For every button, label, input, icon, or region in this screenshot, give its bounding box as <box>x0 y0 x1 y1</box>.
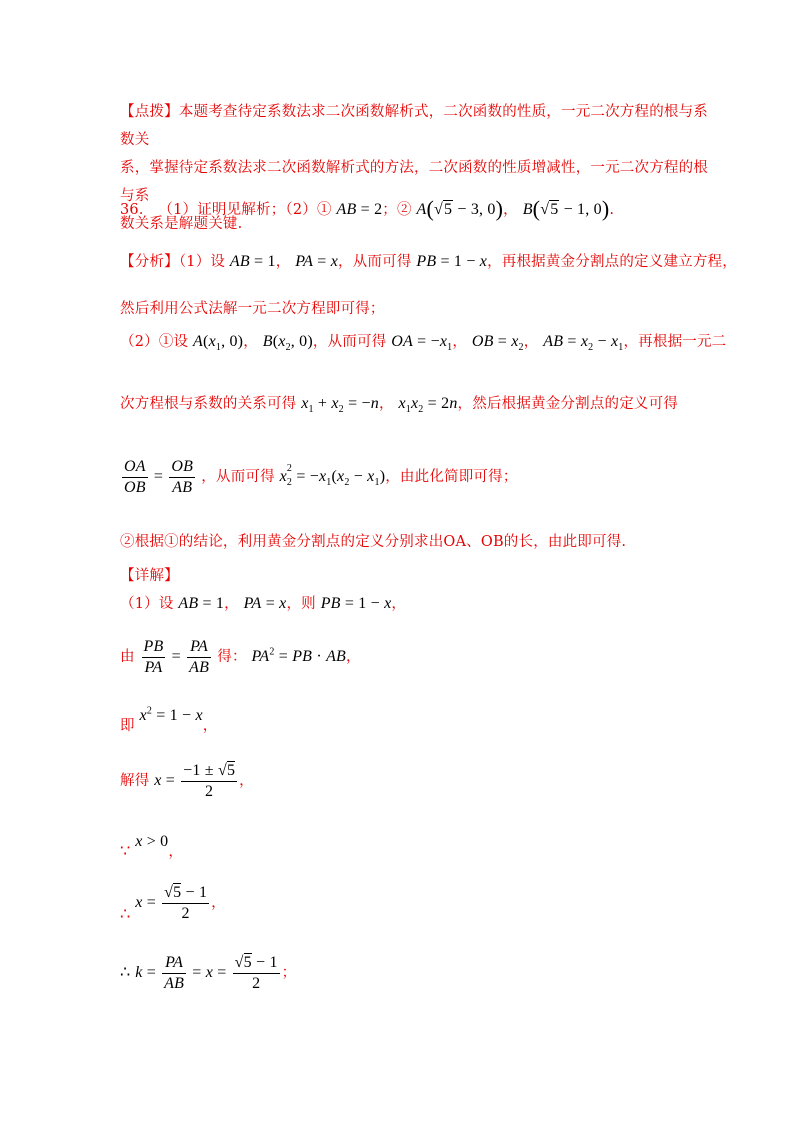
math-quadratic: $x^2 = 1 - x$ <box>139 705 203 724</box>
math-product: $x_1x_2 = 2n$ <box>398 395 458 416</box>
math-pa-x-b: PA = x <box>243 595 287 612</box>
math-point-b: B(√5 − 1, 0) <box>522 196 610 221</box>
detail-step-4: 解得 x = $\frac{-1 \pm √5}{2}$ ， <box>120 762 254 800</box>
math-ab-1: AB = 1 <box>229 253 276 270</box>
detail-step-7: ∴ k = $\frac{PA}{AB}$ = x = $\frac{√5 - 1}{2}$ ； <box>120 954 297 992</box>
analysis-p2: （2）①设 $A(x_1$, 0)， $B(x_2$, 0)，从而可得 OA = $-x_1$， OB = $x_2$， AB = $x_2 - x_1$，再根据一元二 <box>120 333 727 354</box>
note-line-2: 系，掌握待定系数法求二次函数解析式的方法，二次函数的性质增减性，一元二次方程的根与系 <box>120 160 708 204</box>
math-x-value: x = $\frac{√5 - 1}{2}$ <box>135 884 208 922</box>
math-oa: OA = $-x_1$ <box>391 333 453 354</box>
math-ab-equals-2: AB = 2 <box>336 201 383 218</box>
math-a-x1: $A(x_1$, 0) <box>193 333 244 354</box>
note-line-3: 数关系是解题关键. <box>120 216 243 232</box>
math-golden-ratio: $\frac{PB}{PA}$ = $\frac{PA}{AB}$ <box>143 638 210 676</box>
math-ratio: $\frac{OA}{OB}$ = $\frac{OB}{AB}$ <box>124 458 194 496</box>
math-pa-x: PA = x <box>295 253 339 270</box>
analysis-p2-line2: 次方程根与系数的关系可得 $x_1 + x_2 = -n$， $x_1x_2 = 2n$，然后根据黄金分割点的定义可得 <box>120 395 679 416</box>
question-number: 36． <box>120 202 154 218</box>
math-sum: $x_1 + x_2 = -n$ <box>301 395 379 416</box>
math-pb-b: PB = 1 − x <box>320 595 392 612</box>
math-point-a: A(√5 − 3, 0) <box>416 196 504 221</box>
math-solution: x = $\frac{-1 \pm √5}{2}$ <box>154 762 236 800</box>
detail-step-5: ∵ x > 0， <box>120 833 184 860</box>
detail-step-6: ∴ x = $\frac{√5 - 1}{2}$ ， <box>120 884 226 924</box>
analysis-p3: ②根据①的结论，利用黄金分割点的定义分别求出OA、OB的长，由此即可得. <box>120 534 627 550</box>
detail-step-1: （1）设 AB = 1， PA = x，则 PB = 1 − x， <box>120 595 407 612</box>
analysis-tag: 【分析】 <box>120 254 179 270</box>
detail-step-2: 由 $\frac{PB}{PA}$ = $\frac{PA}{AB}$ 得： $PA^2$ = PB · AB， <box>120 638 361 676</box>
math-pb-1-x: PB = 1 − x <box>416 253 488 270</box>
analysis-p1-line2: 然后利用公式法解一元二次方程即可得； <box>120 301 385 317</box>
answer-line: 36． （1）证明见解析；（2）① AB = 2；② A(√5 − 3, 0)， B(√5 − 1, 0). <box>120 196 615 221</box>
because-symbol: ∵ <box>120 841 131 860</box>
math-pa-squared: $PA^2$ = PB · AB <box>251 646 347 666</box>
detail-step-3: 即 $x^2 = 1 - x$， <box>120 705 218 734</box>
math-k-value: k = $\frac{PA}{AB}$ = x = $\frac{√5 - 1}{2}$ <box>135 954 278 992</box>
analysis-p1: 【分析】（1）设 AB = 1， PA = x，从而可得 PB = 1 − x，再根据黄金分割点的定义建立方程， <box>120 253 737 270</box>
math-ob: OB = $x_2$ <box>471 333 524 354</box>
detail-tag: 【详解】 <box>120 568 179 584</box>
analysis-p2-line3: $\frac{OA}{OB}$ = $\frac{OB}{AB}$ ，从而可得 x $_{2 2} = -x_1(x_2 - x_1)$，由此化简即可得； <box>120 458 518 497</box>
math-x-positive: x > 0 <box>135 833 169 850</box>
math-ab-1-b: AB = 1 <box>178 595 225 612</box>
therefore-symbol-2: ∴ <box>120 964 131 982</box>
therefore-symbol: ∴ <box>120 904 131 924</box>
math-b-x2: $B(x_2$, 0) <box>262 333 313 354</box>
note-line-1: 【点拨】本题考查待定系数法求二次函数解析式，二次函数的性质，一元二次方程的根与系数关 <box>120 104 709 148</box>
note-tag: 【点拨】 <box>120 104 179 120</box>
math-x2-squared: x $_{2 2} = -x_1(x_2 - x_1)$ <box>279 463 386 489</box>
math-ab-diff: AB = $x_2 - x_1$ <box>543 333 624 354</box>
